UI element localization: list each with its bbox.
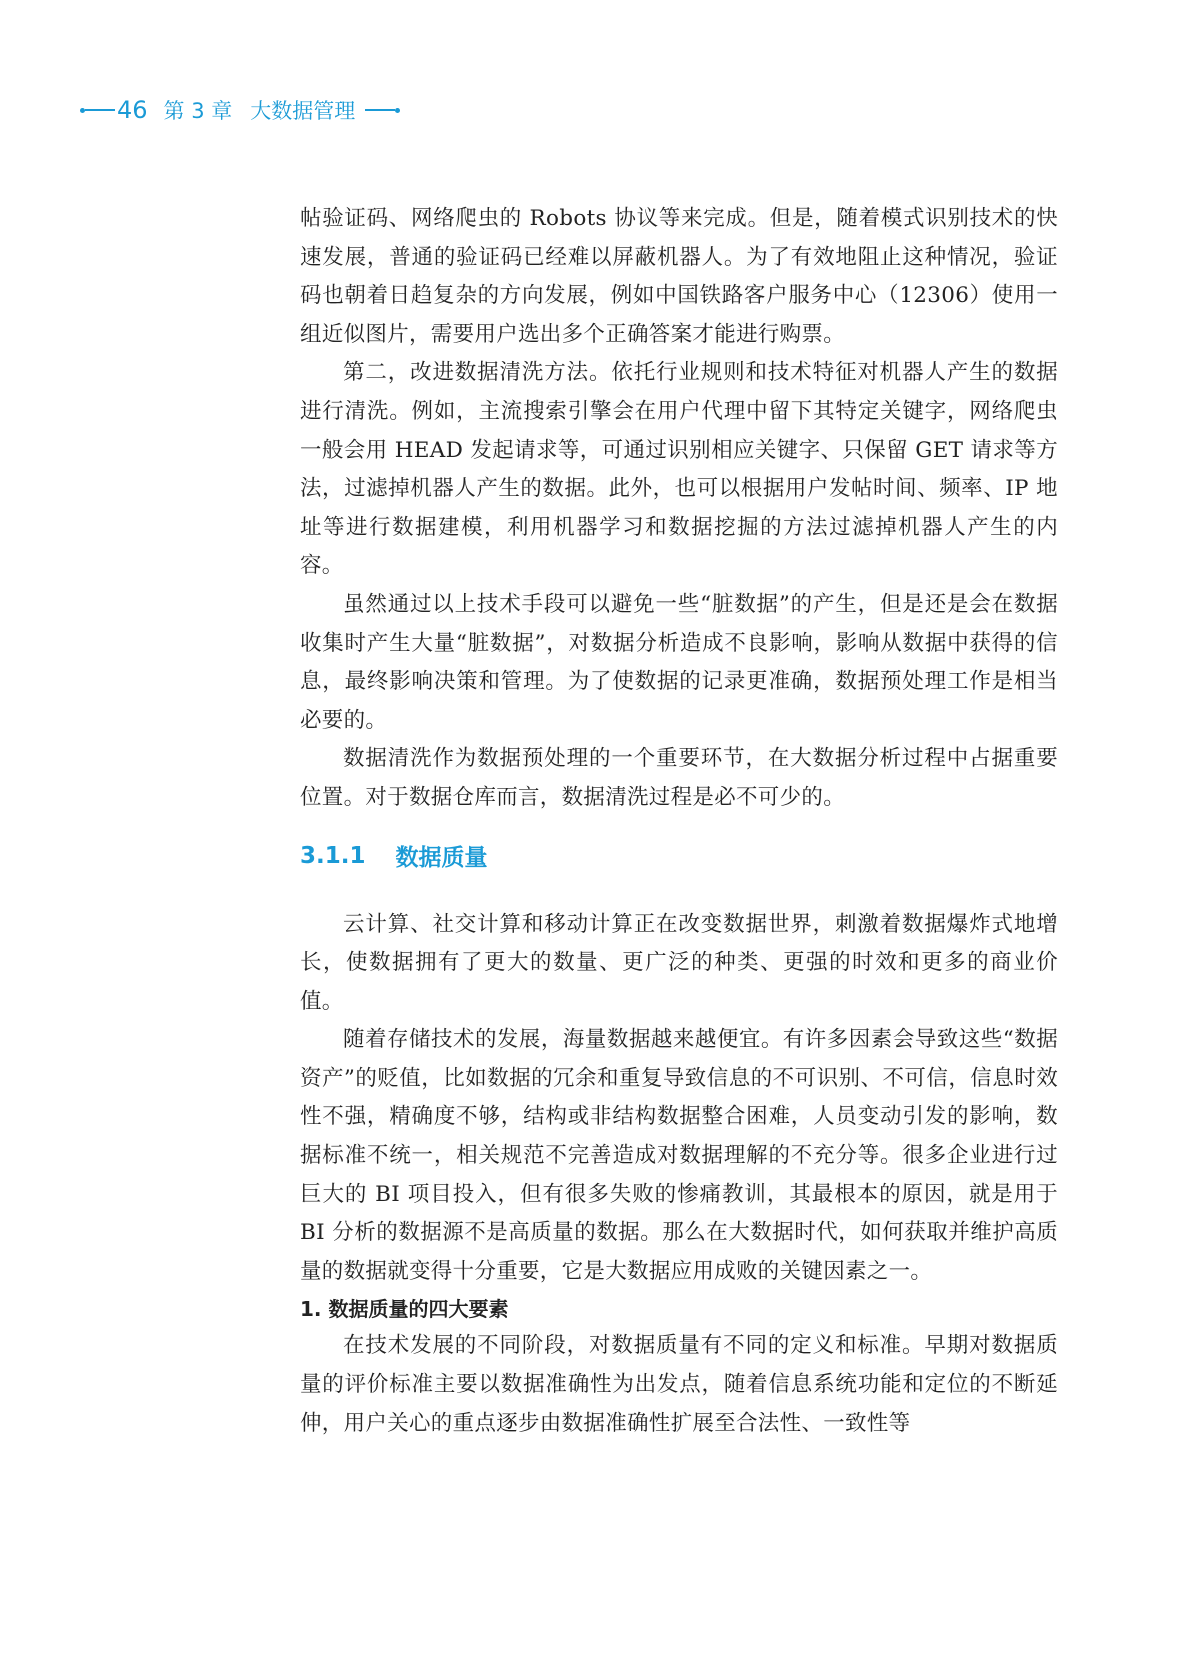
header-right-decoration [365, 108, 400, 113]
running-header [80, 88, 400, 132]
chapter-label: 第 3 章 [163, 99, 233, 123]
page-number: 46 [117, 96, 148, 124]
paragraph: 第二，改进数据清洗方法。依托行业规则和技术特征对机器人产生的数据进行清洗。例如，主流搜索引擎会在用户代理中留下其特定关键字，网络爬虫一般会用 HEAD 发起请求等，可通过识别相应关键字、只保留 GET 请求等方法，过滤掉机器人产生的数据。此外，也可以根据用户发帖时间、频率、IP 地址等进行数据建模，利用机器学习和数据挖掘的方法过滤掉机器人产生的内容。 [300, 360, 1058, 579]
header-left-decoration [80, 108, 115, 113]
paragraph: 云计算、社交计算和移动计算正在改变数据世界，刺激着数据爆炸式地增长，使数据拥有了更大的数量、更广泛的种类、更强的时效和更多的商业价值。 [300, 911, 1058, 1014]
section-heading [300, 818, 1058, 884]
section-number: 3.1.1 [300, 842, 366, 869]
paragraph-continued: 帖验证码、网络爬虫的 Robots 协议等来完成。但是，随着模式识别技术的快速发展，普通的验证码已经难以屏蔽机器人。为了有效地阻止这种情况，验证码也朝着日趋复杂的方向发展，例如中国铁路客户服务中心（12306）使用一组近似图片，需要用户选出多个正确答案才能进行购票。 [300, 206, 1058, 347]
paragraph: 虽然通过以上技术手段可以避免一些“脏数据”的产生，但是还是会在数据收集时产生大量“脏数据”，对数据分析造成不良影响，影响从数据中获得的信息，最终影响决策和管理。为了使数据的记录更准确，数据预处理工作是相当必要的。 [300, 591, 1058, 733]
paragraph: 在技术发展的不同阶段，对数据质量有不同的定义和标准。早期对数据质量的评价标准主要以数据准确性为出发点，随着信息系统功能和定位的不断延伸，用户关心的重点逐步由数据准确性扩展至合法性、一致性等 [300, 1333, 1058, 1436]
paragraph: 数据清洗作为数据预处理的一个重要环节，在大数据分析过程中占据重要位置。对于数据仓库而言，数据清洗过程是必不可少的。 [300, 746, 1058, 810]
chapter-title: 大数据管理 [250, 99, 356, 123]
page-body [300, 200, 1058, 1443]
section-title: 数据质量 [395, 845, 488, 871]
subsection-heading: 1. 数据质量的四大要素 [300, 1297, 509, 1322]
paragraph: 随着存储技术的发展，海量数据越来越便宜。有许多因素会导致这些“数据资产”的贬值，比如数据的冗余和重复导致信息的不可识别、不可信，信息时效性不强，精确度不够，结构或非结构数据整合困难，人员变动引发的影响，数据标准不统一，相关规范不完善造成对数据理解的不充分等。很多企业进行过巨大的 BI 项目投入，但有很多失败的惨痛教训，其最根本的原因，就是用于 BI 分析的数据源不是高质量的数据。那么在大数据时代，如何获取并维护高质量的数据就变得十分重要，它是大数据应用成败的关键因素之一。 [300, 1027, 1058, 1284]
